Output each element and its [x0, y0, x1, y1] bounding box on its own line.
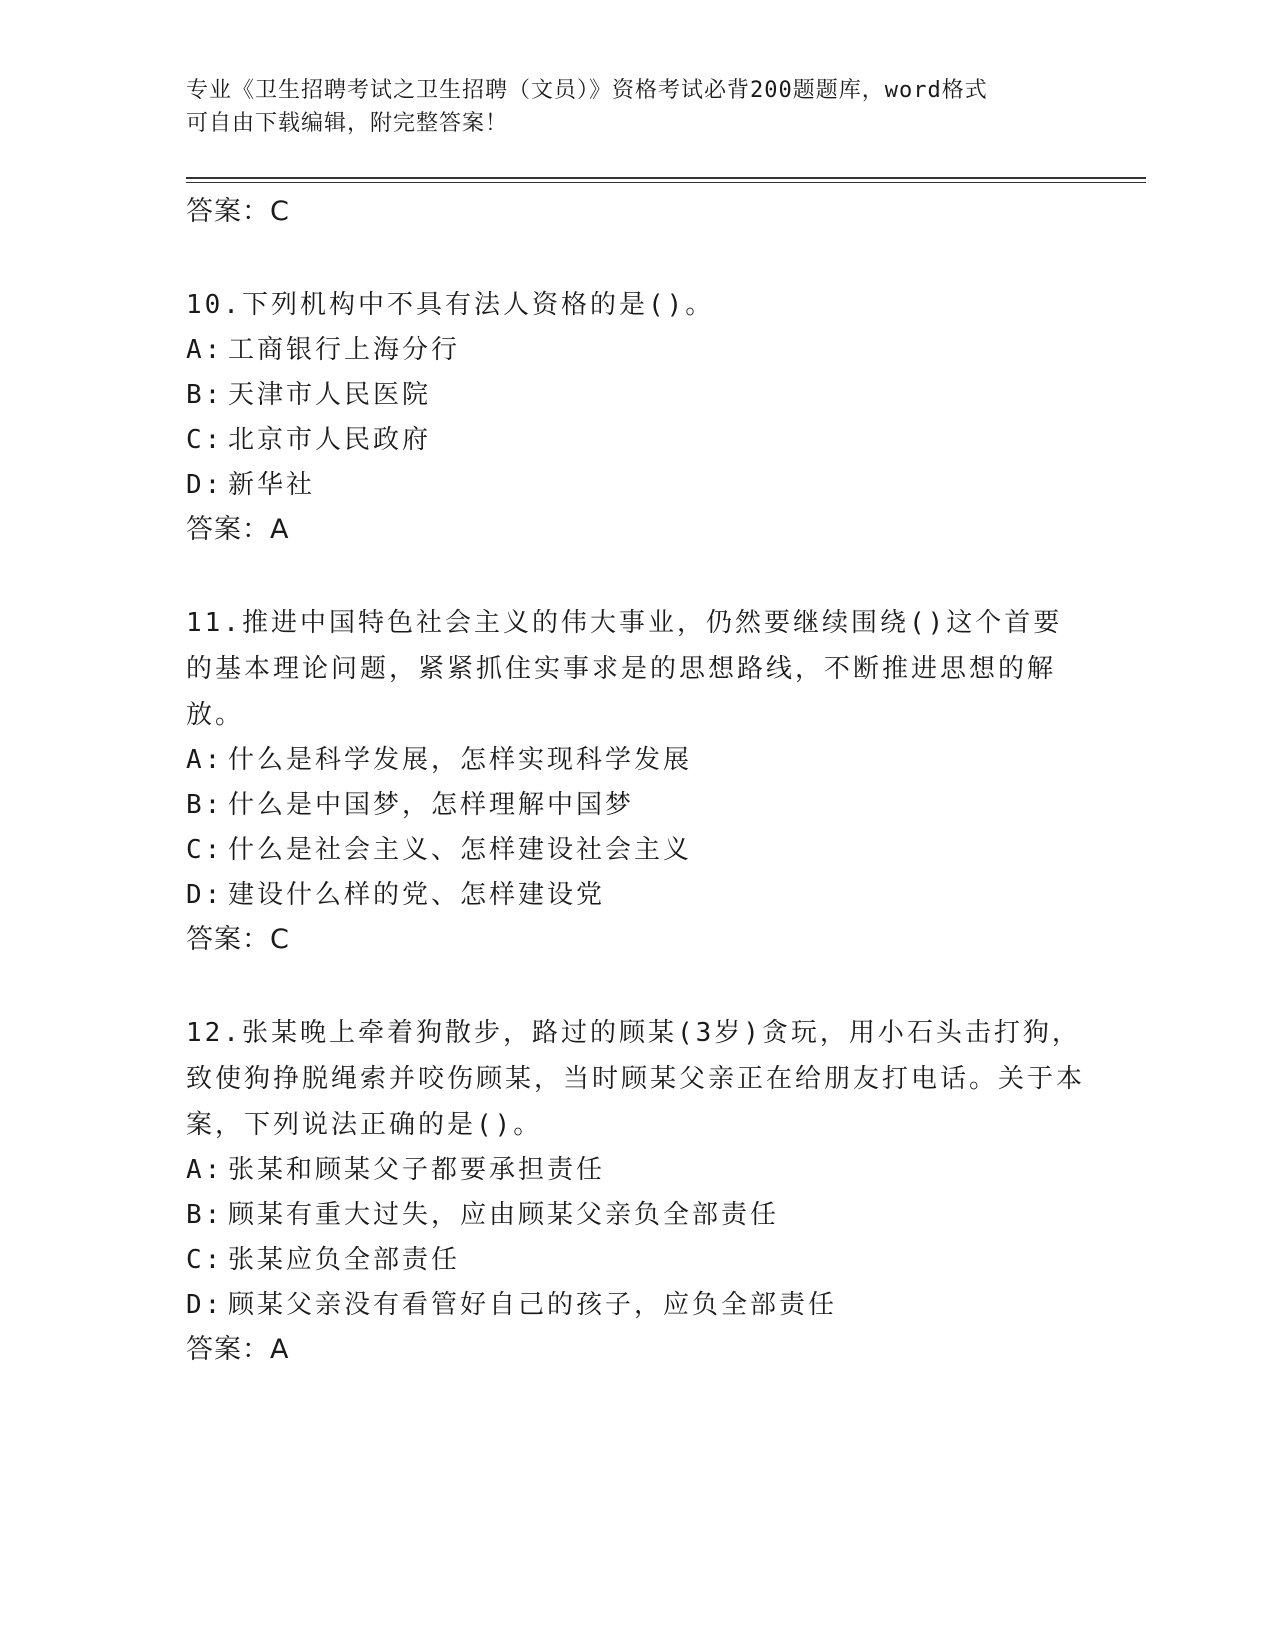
previous-question-answer: 答案：C [186, 196, 290, 227]
option-text: 新华社 [228, 470, 316, 500]
option-letter: D: [186, 880, 224, 910]
question-stem: 11.推进中国特色社会主义的伟大事业，仍然要继续围绕()这个首要的基本理论问题，紧紧抓住实事求是的思想路线，不断推进思想的解放。 [186, 608, 1063, 730]
option-letter: B: [186, 790, 224, 820]
option-letter: C: [186, 835, 224, 865]
option-letter: C: [186, 1245, 224, 1275]
option-c [186, 418, 1086, 463]
option-text: 什么是社会主义、怎样建设社会主义 [228, 835, 693, 865]
header-line-1: 专业《卫生招聘考试之卫生招聘（文员）》资格考试必背200题题库，word格式 [186, 78, 988, 103]
option-text: 张某和顾某父子都要承担责任 [228, 1155, 606, 1185]
question-stem: 10.下列机构中不具有法人资格的是()。 [186, 290, 715, 320]
question-stem: 12.张某晚上牵着狗散步，路过的顾某(3岁)贪玩，用小石头击打狗，致使狗挣脱绳索并咬伤顾某，当时顾某父亲正在给朋友打电话。关于本案，下列说法正确的是()。 [186, 1018, 1086, 1140]
header-divider-thick [186, 177, 1146, 179]
option-b [186, 373, 1086, 418]
option-letter: A: [186, 1155, 224, 1185]
header-line-2: 可自由下载编辑，附完整答案！ [186, 111, 509, 136]
question-block [186, 1010, 1086, 1372]
option-text: 建设什么样的党、怎样建设党 [228, 880, 606, 910]
option-text: 张某应负全部责任 [228, 1245, 461, 1275]
option-letter: D: [186, 1290, 224, 1320]
option-text: 工商银行上海分行 [228, 335, 461, 365]
option-a [186, 328, 1086, 373]
option-letter: A: [186, 745, 224, 775]
option-d [186, 873, 1086, 918]
option-d [186, 463, 1086, 508]
option-text: 顾某有重大过失，应由顾某父亲负全部责任 [228, 1200, 780, 1230]
option-letter: C: [186, 425, 224, 455]
option-a [186, 1148, 1086, 1193]
option-text: 北京市人民政府 [228, 425, 432, 455]
option-text: 什么是科学发展，怎样实现科学发展 [228, 745, 693, 775]
question-answer: 答案：A [186, 514, 290, 545]
option-text: 顾某父亲没有看管好自己的孩子，应负全部责任 [228, 1290, 838, 1320]
option-letter: B: [186, 380, 224, 410]
question-list [186, 190, 1086, 1372]
option-letter: D: [186, 470, 224, 500]
option-letter: B: [186, 1200, 224, 1230]
option-b [186, 783, 1086, 828]
option-text: 什么是中国梦，怎样理解中国梦 [228, 790, 635, 820]
option-a [186, 738, 1086, 783]
option-letter: A: [186, 335, 224, 365]
option-b [186, 1193, 1086, 1238]
option-text: 天津市人民医院 [228, 380, 432, 410]
option-c [186, 1238, 1086, 1283]
header-divider-thin [186, 182, 1146, 183]
question-answer: 答案：C [186, 924, 290, 955]
question-block [186, 600, 1086, 962]
question-answer: 答案：A [186, 1334, 290, 1365]
document-header [186, 74, 1066, 140]
question-block [186, 282, 1086, 552]
option-c [186, 828, 1086, 873]
option-d [186, 1283, 1086, 1328]
